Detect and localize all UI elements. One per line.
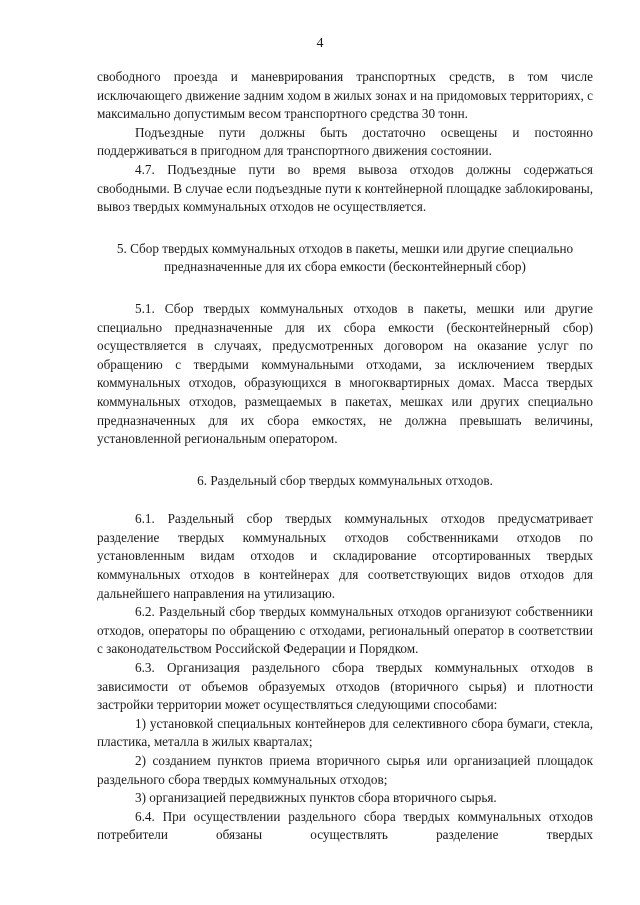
paragraph-6-2: 6.2. Раздельный сбор твердых коммунальных отходов организуют собственники отходов, операторы по обращению с отходами, региональный оператор в соответствии с законодательством Российской Федерации и Порядком.	[97, 604, 593, 657]
paragraph-6-1: 6.1. Раздельный сбор твердых коммунальных отходов предусматривает разделение твердых коммунальных отходов собственниками отходов по установленным видам отходов и складирование отсортированных твердых коммунальных отходов в контейнерах для соответствующих видов отходов для дальнейшего направления на утилизацию.	[97, 511, 593, 601]
paragraph-4-7: 4.7. Подъездные пути во время вывоза отходов должны содержаться свободными. В случае если подъездные пути к контейнерной площадке заблокированы, вывоз твердых коммунальных отходов не осуществляется.	[97, 161, 593, 215]
list-item-2: 2) созданием пунктов приема вторичного сырья или организацией площадок раздельного сбора твердых коммунальных отходов;	[97, 753, 593, 787]
list-item-3: 3) организацией передвижных пунктов сбора вторичного сырья.	[135, 790, 497, 806]
paragraph-6-3: 6.3. Организация раздельного сбора твердых коммунальных отходов в зависимости от объемов образуемых отходов (вторичного сырья) и плотности застройки территории может осуществляться следующими способами:	[97, 660, 593, 713]
section-heading-6: 6. Раздельный сбор твердых коммунальных отходов.	[197, 472, 493, 488]
paragraph-continuation: свободного проезда и маневрирования транспортных средств, в том числе исключающего движение задним ходом в жилых зонах и на придомовых территориях, с максимально допустимым весом транспортного средства 30 тонн.	[97, 69, 593, 122]
document-body	[97, 68, 593, 845]
section-heading-5: 5. Сбор твердых коммунальных отходов в пакеты, мешки или другие специально предназначенные для их сбора емкости (бесконтейнерный сбор)	[116, 240, 574, 275]
paragraph-5-1: 5.1. Сбор твердых коммунальных отходов в пакеты, мешки или другие специально предназначенные для их сбора емкости (бесконтейнерный сбор) осуществляется в случаях, предусмотренных договором на оказание услуг по обращению с твердыми коммунальными отходами, за исключением твердых коммунальных отходов, образующихся в многоквартирных домах. Масса твердых коммунальных отходов, размещаемых в пакетах, мешках или других специально предназначенных для их сбора емкостях, не должна превышать величины, установленной региональным оператором.	[97, 300, 593, 447]
page-number: 4	[316, 36, 324, 51]
paragraph-access-roads-lighting: Подъездные пути должны быть достаточно освещены и постоянно поддерживаться в пригодном для транспортного движения состоянии.	[97, 124, 593, 159]
paragraph-6-4: 6.4. При осуществлении раздельного сбора твердых коммунальных отходов потребители обязаны осуществлять разделение твердых	[97, 808, 593, 843]
list-item-1: 1) установкой специальных контейнеров для селективного сбора бумаги, стекла, пластика, металла в жилых кварталах;	[97, 715, 593, 750]
